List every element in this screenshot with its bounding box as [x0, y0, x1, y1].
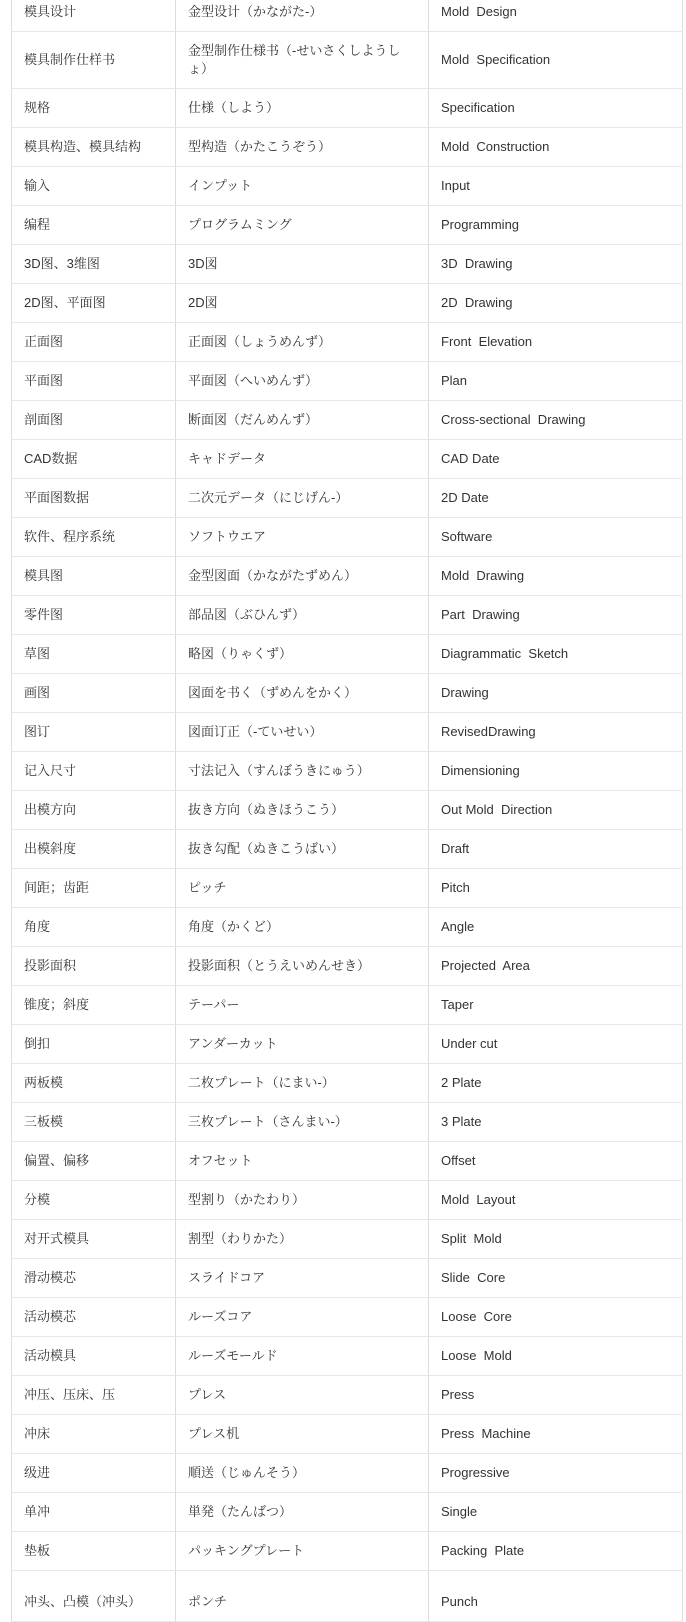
table-row	[12, 1337, 683, 1376]
cell-chinese-term: 活动模具	[12, 1337, 176, 1376]
table-row	[12, 1220, 683, 1259]
cell-chinese-term: 模具设计	[12, 0, 176, 32]
cell-english-term: Slide Core	[429, 1259, 683, 1298]
cell-english-term: Mold Specification	[429, 32, 683, 89]
cell-japanese-term: 金型図面（かながたずめん）	[176, 557, 429, 596]
cell-japanese-term: ルーズモールド	[176, 1337, 429, 1376]
cell-english-term: CAD Date	[429, 440, 683, 479]
cell-chinese-term: 零件图	[12, 596, 176, 635]
cell-japanese-term: 断面図（だんめんず）	[176, 401, 429, 440]
table-row	[12, 1415, 683, 1454]
cell-chinese-term: 倒扣	[12, 1025, 176, 1064]
cell-english-term: Drawing	[429, 674, 683, 713]
cell-chinese-term: 级进	[12, 1454, 176, 1493]
table-row	[12, 362, 683, 401]
cell-english-term: Loose Core	[429, 1298, 683, 1337]
cell-chinese-term: 3D图、3维图	[12, 245, 176, 284]
cell-japanese-term: 3D図	[176, 245, 429, 284]
cell-english-term: Software	[429, 518, 683, 557]
table-row	[12, 401, 683, 440]
cell-japanese-term: 略図（りゃくず）	[176, 635, 429, 674]
cell-chinese-term: 分模	[12, 1181, 176, 1220]
cell-japanese-term: 正面図（しょうめんず）	[176, 323, 429, 362]
table-row	[12, 1454, 683, 1493]
cell-english-term: Input	[429, 167, 683, 206]
cell-japanese-term: インプット	[176, 167, 429, 206]
table-row	[12, 908, 683, 947]
cell-japanese-term: 図面を书く（ずめんをかく）	[176, 674, 429, 713]
cell-english-term: Loose Mold	[429, 1337, 683, 1376]
glossary-table	[11, 0, 683, 1622]
cell-english-term: Projected Area	[429, 947, 683, 986]
cell-chinese-term: 间距；齿距	[12, 869, 176, 908]
cell-chinese-term: 对开式模具	[12, 1220, 176, 1259]
cell-japanese-term: 金型制作仕様书（‐せいさくしようしょ）	[176, 32, 429, 89]
cell-english-term: Split Mold	[429, 1220, 683, 1259]
cell-english-term: Pitch	[429, 869, 683, 908]
cell-english-term: Single	[429, 1493, 683, 1532]
cell-chinese-term: 冲床	[12, 1415, 176, 1454]
cell-english-term: Under cut	[429, 1025, 683, 1064]
table-row	[12, 1259, 683, 1298]
cell-english-term: 3 Plate	[429, 1103, 683, 1142]
cell-english-term: RevisedDrawing	[429, 713, 683, 752]
table-row	[12, 1064, 683, 1103]
table-row	[12, 440, 683, 479]
table-row	[12, 518, 683, 557]
table-row	[12, 557, 683, 596]
cell-japanese-term: スライドコア	[176, 1259, 429, 1298]
table-row	[12, 0, 683, 32]
table-row	[12, 791, 683, 830]
cell-chinese-term: 规格	[12, 89, 176, 128]
cell-chinese-term: 剖面图	[12, 401, 176, 440]
cell-english-term: Draft	[429, 830, 683, 869]
cell-chinese-term: 模具图	[12, 557, 176, 596]
cell-chinese-term: 角度	[12, 908, 176, 947]
table-row	[12, 752, 683, 791]
cell-english-term: Mold Drawing	[429, 557, 683, 596]
cell-chinese-term: CAD数据	[12, 440, 176, 479]
cell-japanese-term: 部品図（ぶひんず）	[176, 596, 429, 635]
table-row	[12, 1493, 683, 1532]
cell-chinese-term: 画图	[12, 674, 176, 713]
cell-english-term: Press Machine	[429, 1415, 683, 1454]
cell-japanese-term: 二枚プレート（にまい-）	[176, 1064, 429, 1103]
cell-chinese-term: 记入尺寸	[12, 752, 176, 791]
table-row	[12, 596, 683, 635]
table-row	[12, 284, 683, 323]
cell-chinese-term: 垫板	[12, 1532, 176, 1571]
table-row	[12, 713, 683, 752]
cell-japanese-term: 型构造（かたこうぞう）	[176, 128, 429, 167]
cell-chinese-term: 正面图	[12, 323, 176, 362]
cell-japanese-term: オフセット	[176, 1142, 429, 1181]
cell-english-term: 2D Drawing	[429, 284, 683, 323]
table-row	[12, 635, 683, 674]
cell-japanese-term: ポンチ	[176, 1571, 429, 1622]
table-row	[12, 167, 683, 206]
cell-japanese-term: パッキングプレート	[176, 1532, 429, 1571]
cell-english-term: 2D Date	[429, 479, 683, 518]
cell-chinese-term: 三板模	[12, 1103, 176, 1142]
cell-english-term: Taper	[429, 986, 683, 1025]
cell-japanese-term: ソフトウエア	[176, 518, 429, 557]
cell-japanese-term: ルーズコア	[176, 1298, 429, 1337]
cell-chinese-term: 模具制作仕样书	[12, 32, 176, 89]
cell-english-term: Progressive	[429, 1454, 683, 1493]
table-row	[12, 1532, 683, 1571]
table-row-partial-bottom	[12, 1571, 683, 1622]
table-row	[12, 1376, 683, 1415]
cell-english-term: Plan	[429, 362, 683, 401]
cell-chinese-term: 偏置、偏移	[12, 1142, 176, 1181]
cell-english-term: Cross-sectional Drawing	[429, 401, 683, 440]
table-row	[12, 1298, 683, 1337]
cell-chinese-term: 投影面积	[12, 947, 176, 986]
cell-japanese-term: 投影面积（とうえいめんせき）	[176, 947, 429, 986]
cell-english-term: Mold Construction	[429, 128, 683, 167]
cell-chinese-term: 输入	[12, 167, 176, 206]
table-row	[12, 830, 683, 869]
table-row	[12, 89, 683, 128]
table-row	[12, 1181, 683, 1220]
table-row	[12, 245, 683, 284]
cell-chinese-term: 锥度；斜度	[12, 986, 176, 1025]
table-row	[12, 32, 683, 89]
cell-chinese-term: 草图	[12, 635, 176, 674]
table-row	[12, 323, 683, 362]
cell-chinese-term: 活动模芯	[12, 1298, 176, 1337]
cell-chinese-term: 出模方向	[12, 791, 176, 830]
cell-chinese-term: 平面图	[12, 362, 176, 401]
cell-japanese-term: 金型设计（かながた-）	[176, 0, 429, 32]
cell-english-term: 3D Drawing	[429, 245, 683, 284]
cell-english-term: Offset	[429, 1142, 683, 1181]
glossary-table-body	[12, 0, 683, 1622]
cell-japanese-term: 抜き方向（ぬきほうこう）	[176, 791, 429, 830]
cell-chinese-term: 单冲	[12, 1493, 176, 1532]
cell-chinese-term: 两板模	[12, 1064, 176, 1103]
cell-english-term: Part Drawing	[429, 596, 683, 635]
cell-english-term: Angle	[429, 908, 683, 947]
cell-english-term: Programming	[429, 206, 683, 245]
cell-japanese-term: 型割り（かたわり）	[176, 1181, 429, 1220]
cell-english-term: Specification	[429, 89, 683, 128]
cell-english-term: Front Elevation	[429, 323, 683, 362]
cell-japanese-term: プレス	[176, 1376, 429, 1415]
cell-chinese-term: 2D图、平面图	[12, 284, 176, 323]
cell-chinese-term: 平面图数据	[12, 479, 176, 518]
cell-japanese-term: アンダーカット	[176, 1025, 429, 1064]
cell-japanese-term: プレス机	[176, 1415, 429, 1454]
cell-chinese-term: 冲头、凸模（冲头）	[12, 1571, 176, 1622]
cell-japanese-term: 三枚プレート（さんまい-）	[176, 1103, 429, 1142]
cell-chinese-term: 模具构造、模具结构	[12, 128, 176, 167]
cell-chinese-term: 出模斜度	[12, 830, 176, 869]
cell-japanese-term: 平面図（へいめんず）	[176, 362, 429, 401]
cell-chinese-term: 图订	[12, 713, 176, 752]
table-row	[12, 986, 683, 1025]
table-row	[12, 869, 683, 908]
cell-japanese-term: 抜き勾配（ぬきこうばい）	[176, 830, 429, 869]
table-row	[12, 206, 683, 245]
table-row	[12, 1025, 683, 1064]
cell-japanese-term: 寸法记入（すんぼうきにゅう）	[176, 752, 429, 791]
table-row	[12, 947, 683, 986]
cell-english-term: Out Mold Direction	[429, 791, 683, 830]
cell-english-term: Press	[429, 1376, 683, 1415]
cell-chinese-term: 冲压、压床、压	[12, 1376, 176, 1415]
table-row	[12, 479, 683, 518]
cell-chinese-term: 滑动模芯	[12, 1259, 176, 1298]
cell-japanese-term: プログラムミング	[176, 206, 429, 245]
glossary-table-container	[11, 0, 682, 1622]
cell-chinese-term: 编程	[12, 206, 176, 245]
cell-japanese-term: 図面订正（-ていせい）	[176, 713, 429, 752]
cell-japanese-term: 仕様（しよう）	[176, 89, 429, 128]
cell-japanese-term: テーパー	[176, 986, 429, 1025]
cell-english-term: Packing Plate	[429, 1532, 683, 1571]
cell-japanese-term: キャドデータ	[176, 440, 429, 479]
cell-english-term: Diagrammatic Sketch	[429, 635, 683, 674]
table-row	[12, 128, 683, 167]
cell-japanese-term: 角度（かくど）	[176, 908, 429, 947]
cell-english-term: 2 Plate	[429, 1064, 683, 1103]
cell-japanese-term: 割型（わりかた）	[176, 1220, 429, 1259]
cell-japanese-term: 順送（じゅんそう）	[176, 1454, 429, 1493]
table-row	[12, 1142, 683, 1181]
cell-chinese-term: 软件、程序系统	[12, 518, 176, 557]
table-row	[12, 1103, 683, 1142]
cell-japanese-term: 二次元データ（にじげん‐）	[176, 479, 429, 518]
cell-japanese-term: 2D図	[176, 284, 429, 323]
cell-japanese-term: 単発（たんばつ）	[176, 1493, 429, 1532]
cell-english-term: Dimensioning	[429, 752, 683, 791]
cell-english-term: Mold Layout	[429, 1181, 683, 1220]
cell-english-term: Punch	[429, 1571, 683, 1622]
table-row	[12, 674, 683, 713]
cell-english-term: Mold Design	[429, 0, 683, 32]
cell-japanese-term: ピッチ	[176, 869, 429, 908]
